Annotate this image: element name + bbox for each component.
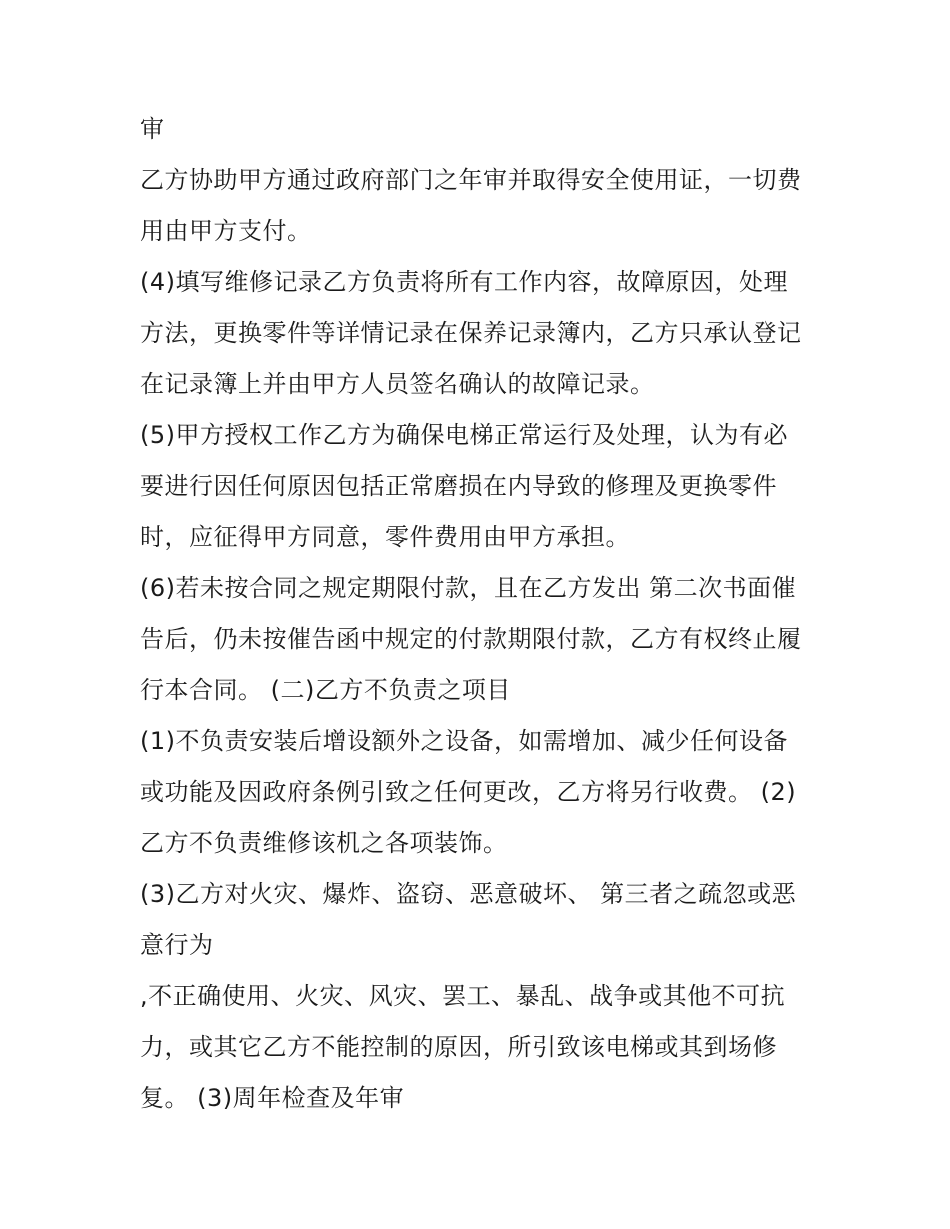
text-line: 力，或其它乙方不能控制的原因，所引致该电梯或其到场修 xyxy=(140,1033,777,1061)
text-line: 行本合同。 (二)乙方不负责之项目 xyxy=(140,676,511,704)
text-line: 用由甲方支付。 xyxy=(140,217,312,245)
text-line: 乙方不负责维修该机之各项装饰。 xyxy=(140,829,508,857)
text-line: 方法，更换零件等详情记录在保养记录簿内，乙方只承认登记 xyxy=(140,319,802,347)
text-line: (5)甲方授权工作乙方为确保电梯正常运行及处理，认为有必 xyxy=(140,421,788,449)
text-line: 或功能及因政府条例引致之任何更改，乙方将另行收费。 (2) xyxy=(140,778,797,806)
text-line: 要进行因任何原因包括正常磨损在内导致的修理及更换零件 xyxy=(140,472,777,500)
text-line: (4)填写维修记录乙方负责将所有工作内容，故障原因，处理 xyxy=(140,268,788,296)
text-line: 复。 (3)周年检查及年审 xyxy=(140,1084,405,1112)
text-line: 审 xyxy=(140,115,165,143)
text-line: 告后，仍未按催告函中规定的付款期限付款，乙方有权终止履 xyxy=(140,625,802,653)
text-line: 在记录簿上并由甲方人员签名确认的故障记录。 xyxy=(140,370,655,398)
text-line: (6)若未按合同之规定期限付款，且在乙方发出 第二次书面催 xyxy=(140,574,797,602)
contract-text-block xyxy=(140,104,820,1124)
text-line: (3)乙方对火灾、爆炸、盗窃、恶意破坏、 第三者之疏忽或恶 xyxy=(140,880,797,908)
text-line: (1)不负责安装后增设额外之设备，如需增加、减少任何设备 xyxy=(140,727,788,755)
text-line: 乙方协助甲方通过政府部门之年审并取得安全使用证，一切费 xyxy=(140,166,802,194)
text-line: 意行为 xyxy=(140,931,214,959)
text-line: 时，应征得甲方同意，零件费用由甲方承担。 xyxy=(140,523,630,551)
text-line: ,不正确使用、火灾、风灾、罢工、暴乱、战争或其他不可抗 xyxy=(140,982,786,1010)
